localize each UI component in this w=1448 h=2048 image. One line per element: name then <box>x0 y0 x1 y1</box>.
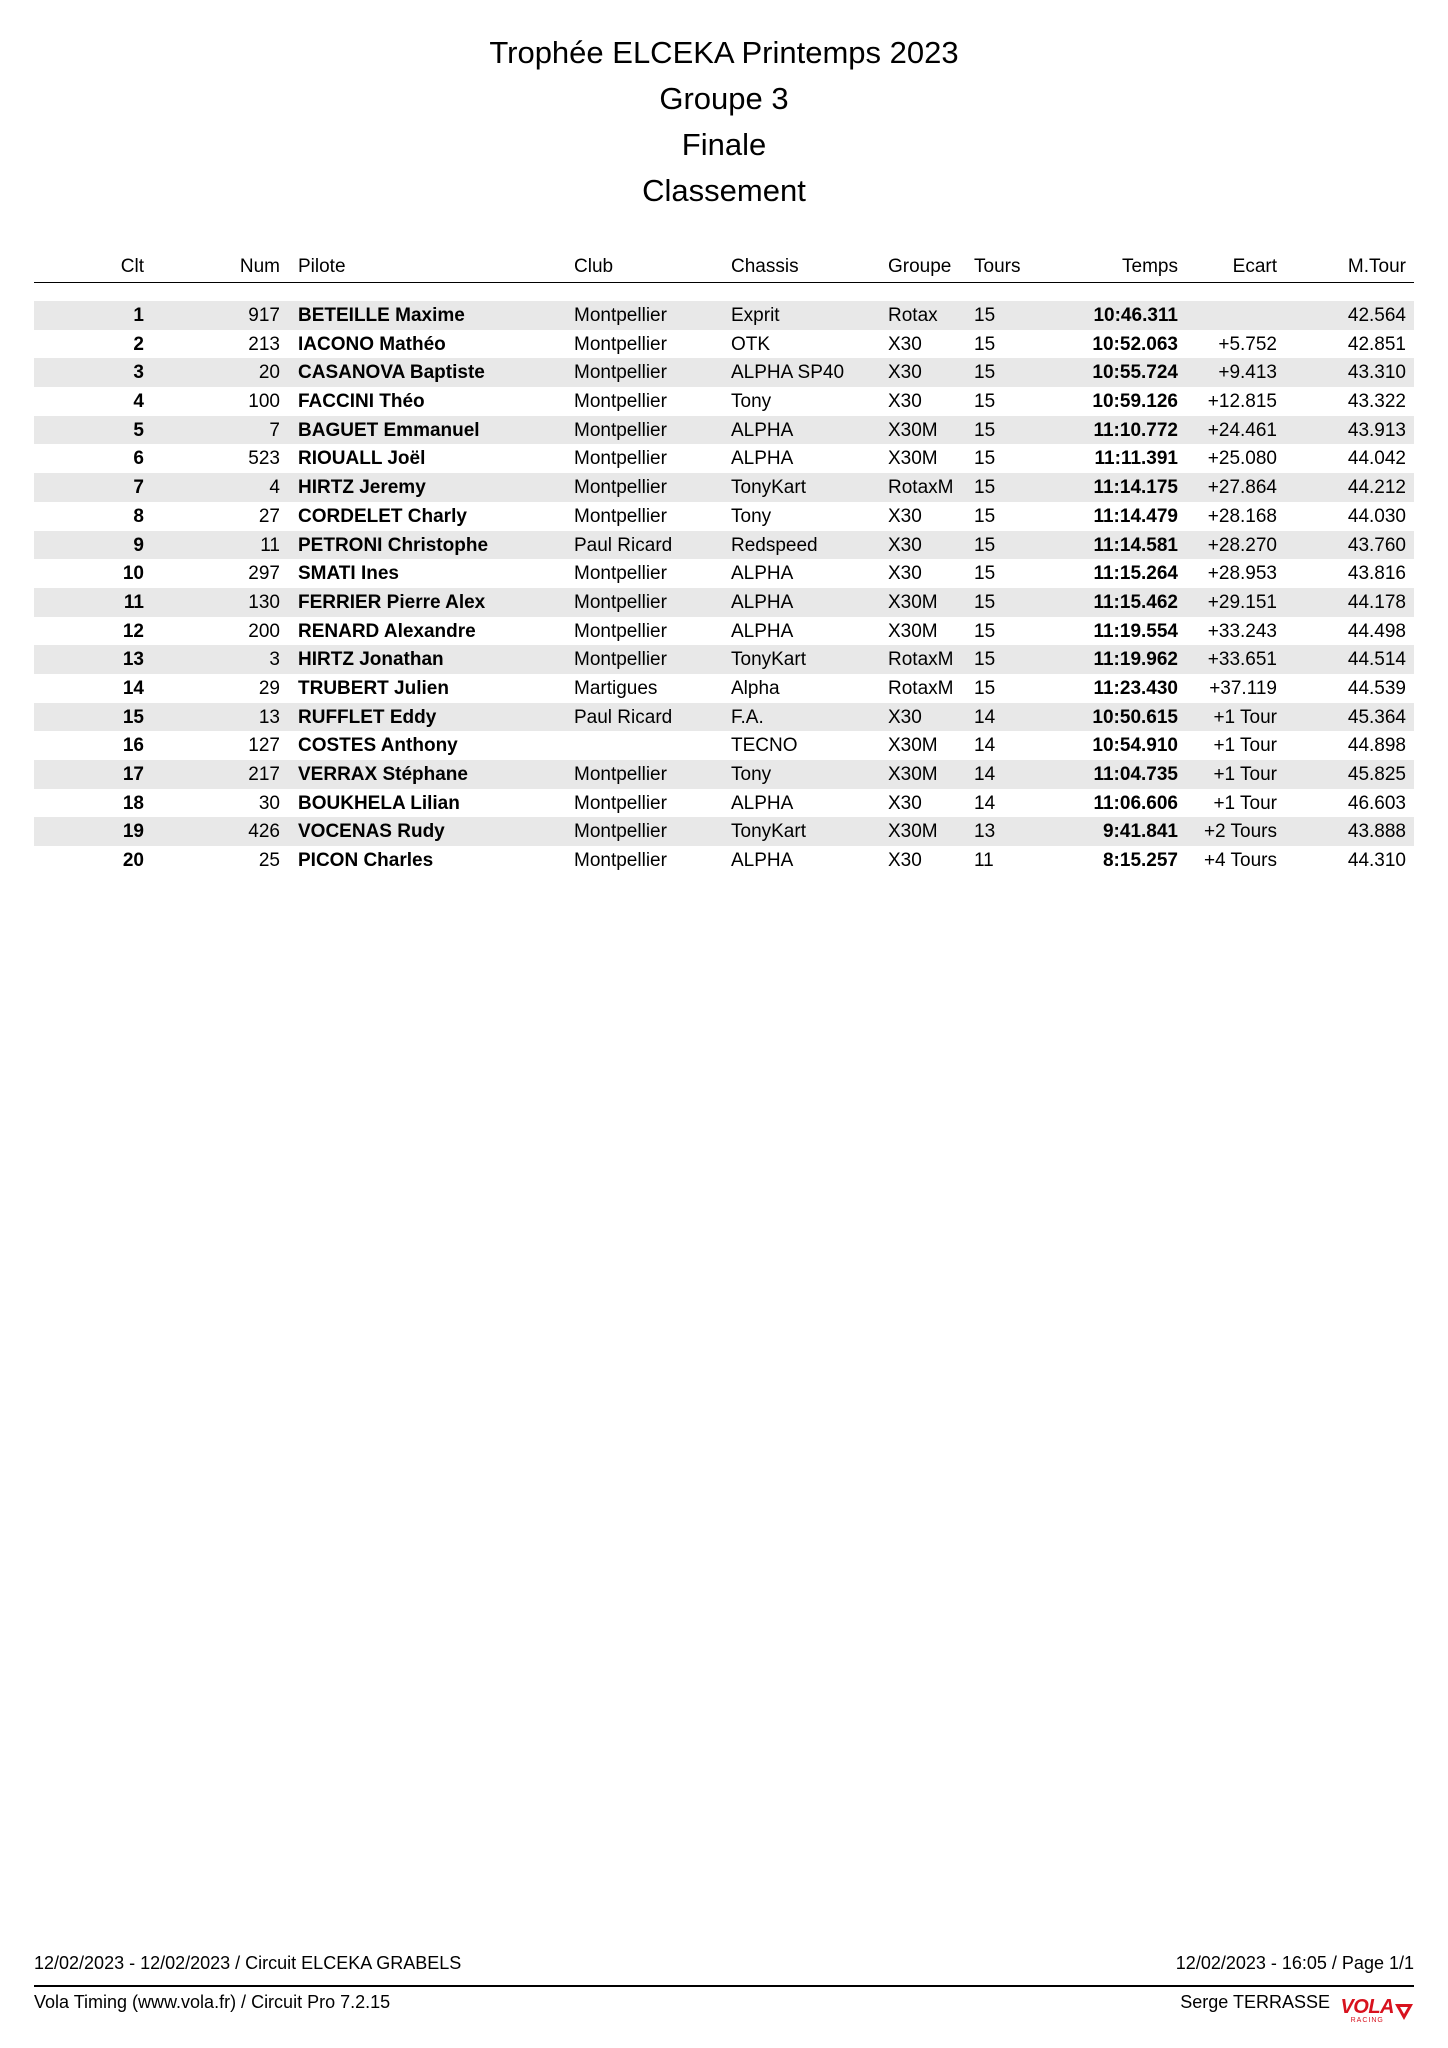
table-row <box>34 760 1414 789</box>
cell-num: 100 <box>248 391 280 413</box>
cell-tours: 15 <box>974 505 996 527</box>
cell-pilote: RUFFLET Eddy <box>298 706 437 728</box>
cell-chassis: Tony <box>731 391 772 413</box>
session-title: Finale <box>681 127 767 162</box>
cell-temps: 9:41.841 <box>1102 821 1178 843</box>
cell-tours: 15 <box>974 534 996 556</box>
cell-club: Montpellier <box>574 305 667 326</box>
cell-clt: 3 <box>133 362 144 384</box>
cell-tours: 15 <box>974 362 996 384</box>
cell-groupe: X30 <box>888 563 922 585</box>
cell-temps: 11:23.430 <box>1093 677 1178 699</box>
print-info: 12/02/2023 - 16:05 / Page 1/1 <box>1175 1953 1414 1973</box>
cell-groupe: X30M <box>888 591 938 613</box>
header-groupe: Groupe <box>888 256 952 277</box>
header-num: Num <box>239 256 280 277</box>
cell-pilote: FERRIER Pierre Alex <box>298 591 486 613</box>
cell-num: 917 <box>248 305 280 326</box>
cell-groupe: X30 <box>888 391 922 413</box>
table-row <box>34 531 1414 560</box>
cell-club: Montpellier <box>574 333 667 355</box>
cell-num: 130 <box>248 591 280 613</box>
cell-mtour: 44.514 <box>1347 649 1406 671</box>
cell-ecart: +5.752 <box>1218 333 1277 355</box>
cell-num: 7 <box>269 419 280 441</box>
cell-tours: 15 <box>974 391 996 413</box>
cell-ecart: +28.270 <box>1207 534 1277 556</box>
cell-club: Montpellier <box>574 620 667 642</box>
cell-temps: 11:04.735 <box>1093 764 1178 785</box>
cell-club: Montpellier <box>574 477 667 499</box>
cell-temps: 10:59.126 <box>1092 391 1178 413</box>
table-row <box>34 703 1414 732</box>
cell-pilote: FACCINI Théo <box>298 391 425 413</box>
cell-tours: 14 <box>974 764 996 785</box>
cell-tours: 14 <box>974 792 996 814</box>
cell-pilote: CASANOVA Baptiste <box>298 362 485 384</box>
cell-tours: 15 <box>974 649 996 671</box>
cell-pilote: IACONO Mathéo <box>298 333 446 355</box>
cell-tours: 15 <box>974 563 996 585</box>
cell-mtour: 44.898 <box>1347 735 1406 757</box>
cell-pilote: BETEILLE Maxime <box>298 305 465 326</box>
cell-clt: 1 <box>133 305 144 326</box>
cell-club: Montpellier <box>574 792 667 814</box>
cell-club: Montpellier <box>574 850 667 872</box>
cell-clt: 4 <box>133 391 144 413</box>
table-row <box>34 645 1414 674</box>
cell-club: Martigues <box>574 677 658 699</box>
cell-tours: 15 <box>974 305 996 326</box>
document-type-title: Classement <box>642 173 806 208</box>
cell-temps: 11:19.962 <box>1093 649 1178 671</box>
software-info: Vola Timing (www.vola.fr) / Circuit Pro 7.2.15 <box>34 1992 391 2012</box>
cell-chassis: ALPHA <box>731 419 794 441</box>
cell-mtour: 43.816 <box>1347 563 1406 585</box>
cell-club: Montpellier <box>574 563 667 585</box>
cell-num: 213 <box>248 333 280 355</box>
cell-pilote: BOUKHELA Lilian <box>298 792 460 814</box>
event-info: 12/02/2023 - 12/02/2023 / Circuit ELCEKA GRABELS <box>34 1953 462 1973</box>
cell-clt: 11 <box>123 591 144 613</box>
cell-clt: 7 <box>133 477 144 499</box>
cell-chassis: Tony <box>731 505 772 527</box>
cell-temps: 10:52.063 <box>1092 333 1178 355</box>
cell-clt: 15 <box>122 706 144 728</box>
cell-club: Montpellier <box>574 649 667 671</box>
cell-tours: 14 <box>974 706 996 728</box>
vola-triangle-icon <box>1394 2001 1414 2021</box>
cell-temps: 11:06.606 <box>1093 792 1178 814</box>
cell-mtour: 44.030 <box>1347 505 1406 527</box>
cell-groupe: X30 <box>888 362 922 384</box>
cell-groupe: X30M <box>888 620 938 642</box>
cell-ecart: +37.119 <box>1209 677 1277 699</box>
cell-chassis: TECNO <box>731 735 798 757</box>
cell-pilote: BAGUET Emmanuel <box>298 419 480 441</box>
cell-groupe: X30 <box>888 706 922 728</box>
cell-chassis: F.A. <box>731 706 764 728</box>
cell-club: Montpellier <box>574 391 667 413</box>
logo-text: VOLA <box>1340 1996 1394 2018</box>
cell-ecart: +2 Tours <box>1203 821 1277 843</box>
cell-clt: 13 <box>122 649 144 671</box>
cell-pilote: HIRTZ Jeremy <box>298 477 426 499</box>
cell-tours: 15 <box>974 333 996 355</box>
cell-chassis: OTK <box>731 333 771 355</box>
cell-chassis: ALPHA <box>731 792 794 814</box>
cell-tours: 15 <box>974 448 996 470</box>
cell-groupe: X30 <box>888 534 922 556</box>
cell-chassis: ALPHA <box>731 448 794 470</box>
cell-temps: 11:15.462 <box>1093 591 1178 613</box>
cell-temps: 11:10.772 <box>1093 419 1178 441</box>
event-title: Trophée ELCEKA Printemps 2023 <box>489 35 959 70</box>
cell-num: 3 <box>269 649 280 671</box>
cell-chassis: TonyKart <box>731 649 806 671</box>
cell-ecart: +25.080 <box>1207 448 1277 470</box>
cell-groupe: X30 <box>888 505 922 527</box>
cell-club: Montpellier <box>574 764 667 785</box>
results-table <box>34 250 1414 875</box>
cell-num: 29 <box>258 677 280 699</box>
cell-club: Montpellier <box>574 448 667 470</box>
cell-clt: 19 <box>122 821 144 843</box>
cell-mtour: 43.322 <box>1347 391 1406 413</box>
cell-mtour: 43.888 <box>1347 821 1406 843</box>
cell-groupe: X30M <box>888 448 938 470</box>
cell-num: 25 <box>258 850 280 872</box>
cell-tours: 15 <box>974 477 996 499</box>
cell-chassis: ALPHA <box>731 591 794 613</box>
cell-num: 27 <box>258 505 280 527</box>
table-row <box>34 559 1414 588</box>
cell-temps: 8:15.257 <box>1102 850 1178 872</box>
cell-ecart: +29.151 <box>1207 591 1277 613</box>
header-spacer <box>34 283 1414 301</box>
cell-groupe: X30M <box>888 821 938 843</box>
cell-num: 426 <box>248 821 280 843</box>
cell-temps: 11:14.175 <box>1093 477 1178 499</box>
table-row <box>34 502 1414 531</box>
table-header <box>34 250 1414 283</box>
cell-mtour: 44.310 <box>1347 850 1406 872</box>
cell-pilote: HIRTZ Jonathan <box>298 649 444 671</box>
table-row <box>34 846 1414 875</box>
cell-pilote: CORDELET Charly <box>298 505 467 527</box>
cell-ecart: +1 Tour <box>1213 706 1277 728</box>
cell-mtour: 42.851 <box>1347 333 1406 355</box>
cell-ecart: +24.461 <box>1207 419 1277 441</box>
cell-clt: 10 <box>122 563 144 585</box>
cell-groupe: RotaxM <box>888 477 954 499</box>
cell-num: 297 <box>248 563 280 585</box>
cell-ecart: +33.651 <box>1207 649 1277 671</box>
cell-ecart: +1 Tour <box>1213 764 1277 785</box>
cell-groupe: X30M <box>888 735 938 757</box>
cell-clt: 9 <box>133 534 144 556</box>
cell-club: Montpellier <box>574 419 667 441</box>
cell-chassis: ALPHA <box>731 563 794 585</box>
header-clt: Clt <box>120 256 144 277</box>
cell-chassis: ALPHA SP40 <box>731 362 845 384</box>
table-row <box>34 617 1414 646</box>
cell-clt: 2 <box>133 333 144 355</box>
cell-chassis: ALPHA <box>731 850 794 872</box>
cell-num: 127 <box>248 735 280 757</box>
cell-clt: 8 <box>133 505 144 527</box>
cell-mtour: 43.310 <box>1347 362 1406 384</box>
cell-mtour: 44.498 <box>1347 620 1406 642</box>
cell-club: Montpellier <box>574 505 667 527</box>
cell-mtour: 44.178 <box>1347 591 1406 613</box>
cell-mtour: 46.603 <box>1347 792 1406 814</box>
table-body <box>34 301 1414 875</box>
cell-num: 13 <box>258 706 280 728</box>
cell-club: Montpellier <box>574 821 667 843</box>
cell-pilote: PICON Charles <box>298 850 434 872</box>
cell-pilote: RENARD Alexandre <box>298 620 476 642</box>
cell-ecart: +4 Tours <box>1203 850 1277 872</box>
cell-club: Montpellier <box>574 591 667 613</box>
cell-ecart: +27.864 <box>1207 477 1277 499</box>
cell-pilote: COSTES Anthony <box>298 735 458 757</box>
cell-club: Montpellier <box>574 362 667 384</box>
header-ecart: Ecart <box>1232 256 1277 277</box>
cell-ecart: +28.953 <box>1207 563 1277 585</box>
table-row <box>34 588 1414 617</box>
cell-ecart: +28.168 <box>1207 505 1277 527</box>
table-row <box>34 674 1414 703</box>
header-club: Club <box>574 256 614 277</box>
cell-ecart: +33.243 <box>1207 620 1277 642</box>
cell-mtour: 44.042 <box>1347 448 1406 470</box>
cell-clt: 5 <box>133 419 144 441</box>
header-tours: Tours <box>974 256 1021 277</box>
logo-subtext: RACING <box>1350 2017 1384 2024</box>
cell-temps: 11:14.581 <box>1093 534 1178 556</box>
cell-tours: 13 <box>974 821 996 843</box>
cell-mtour: 45.364 <box>1347 706 1406 728</box>
cell-temps: 10:55.724 <box>1092 362 1178 384</box>
cell-clt: 6 <box>133 448 144 470</box>
cell-num: 20 <box>258 362 280 384</box>
cell-num: 30 <box>258 792 280 814</box>
header-chassis: Chassis <box>731 256 799 277</box>
cell-pilote: RIOUALL Joël <box>298 448 426 470</box>
cell-groupe: RotaxM <box>888 677 954 699</box>
cell-temps: 11:11.391 <box>1094 448 1178 470</box>
table-row <box>34 473 1414 502</box>
cell-clt: 16 <box>122 735 144 757</box>
cell-ecart: +9.413 <box>1218 362 1277 384</box>
cell-club: Paul Ricard <box>574 706 673 728</box>
cell-num: 4 <box>269 477 280 499</box>
operator-name: Serge TERRASSE <box>1180 1992 1330 2012</box>
cell-pilote: VERRAX Stéphane <box>298 764 468 785</box>
cell-tours: 15 <box>974 620 996 642</box>
cell-temps: 10:46.311 <box>1093 305 1178 326</box>
cell-tours: 14 <box>974 735 996 757</box>
cell-chassis: Alpha <box>731 677 780 699</box>
cell-chassis: Redspeed <box>731 534 818 556</box>
cell-pilote: SMATI Ines <box>298 563 399 585</box>
cell-tours: 15 <box>974 591 996 613</box>
cell-mtour: 45.825 <box>1347 764 1406 785</box>
cell-mtour: 43.913 <box>1347 419 1406 441</box>
table-row <box>34 358 1414 387</box>
cell-temps: 11:14.479 <box>1093 505 1178 527</box>
cell-tours: 11 <box>974 850 994 872</box>
cell-temps: 11:19.554 <box>1093 620 1178 642</box>
cell-pilote: VOCENAS Rudy <box>298 821 445 843</box>
cell-chassis: Exprit <box>731 305 780 326</box>
cell-clt: 18 <box>122 792 144 814</box>
vola-logo <box>1340 1997 1414 2024</box>
table-row <box>34 416 1414 445</box>
cell-tours: 15 <box>974 677 996 699</box>
cell-groupe: RotaxM <box>888 649 954 671</box>
cell-ecart: +1 Tour <box>1213 792 1277 814</box>
cell-temps: 10:54.910 <box>1092 735 1178 757</box>
cell-num: 523 <box>248 448 280 470</box>
cell-temps: 11:15.264 <box>1093 563 1178 585</box>
table-row <box>34 330 1414 359</box>
cell-mtour: 44.539 <box>1347 677 1406 699</box>
table-row <box>34 301 1414 330</box>
header-pilote: Pilote <box>298 256 346 277</box>
cell-num: 200 <box>248 620 280 642</box>
cell-pilote: TRUBERT Julien <box>298 677 449 699</box>
table-row <box>34 387 1414 416</box>
cell-chassis: TonyKart <box>731 821 806 843</box>
cell-ecart: +12.815 <box>1207 391 1277 413</box>
report-title-block <box>0 30 1448 214</box>
cell-clt: 14 <box>122 677 144 699</box>
table-row <box>34 731 1414 760</box>
cell-mtour: 44.212 <box>1347 477 1406 499</box>
cell-groupe: X30M <box>888 419 938 441</box>
group-title: Groupe 3 <box>659 81 789 116</box>
cell-clt: 12 <box>122 620 144 642</box>
cell-chassis: ALPHA <box>731 620 794 642</box>
header-mtour: M.Tour <box>1347 256 1406 277</box>
cell-num: 11 <box>260 534 280 556</box>
cell-chassis: TonyKart <box>731 477 806 499</box>
cell-groupe: X30 <box>888 850 922 872</box>
table-row <box>34 444 1414 473</box>
cell-temps: 10:50.615 <box>1092 706 1178 728</box>
cell-chassis: Tony <box>731 764 772 785</box>
header-temps: Temps <box>1122 256 1178 277</box>
footer-divider <box>34 1985 1414 1987</box>
cell-tours: 15 <box>974 419 996 441</box>
cell-mtour: 42.564 <box>1347 305 1406 326</box>
cell-ecart: +1 Tour <box>1213 735 1277 757</box>
cell-club: Paul Ricard <box>574 534 673 556</box>
cell-clt: 20 <box>122 850 144 872</box>
cell-num: 217 <box>248 764 280 785</box>
cell-groupe: Rotax <box>888 305 938 326</box>
cell-groupe: X30M <box>888 764 938 785</box>
cell-pilote: PETRONI Christophe <box>298 534 489 556</box>
cell-groupe: X30 <box>888 333 922 355</box>
cell-clt: 17 <box>122 764 144 785</box>
table-row <box>34 817 1414 846</box>
table-row <box>34 789 1414 818</box>
cell-mtour: 43.760 <box>1347 534 1406 556</box>
cell-groupe: X30 <box>888 792 922 814</box>
